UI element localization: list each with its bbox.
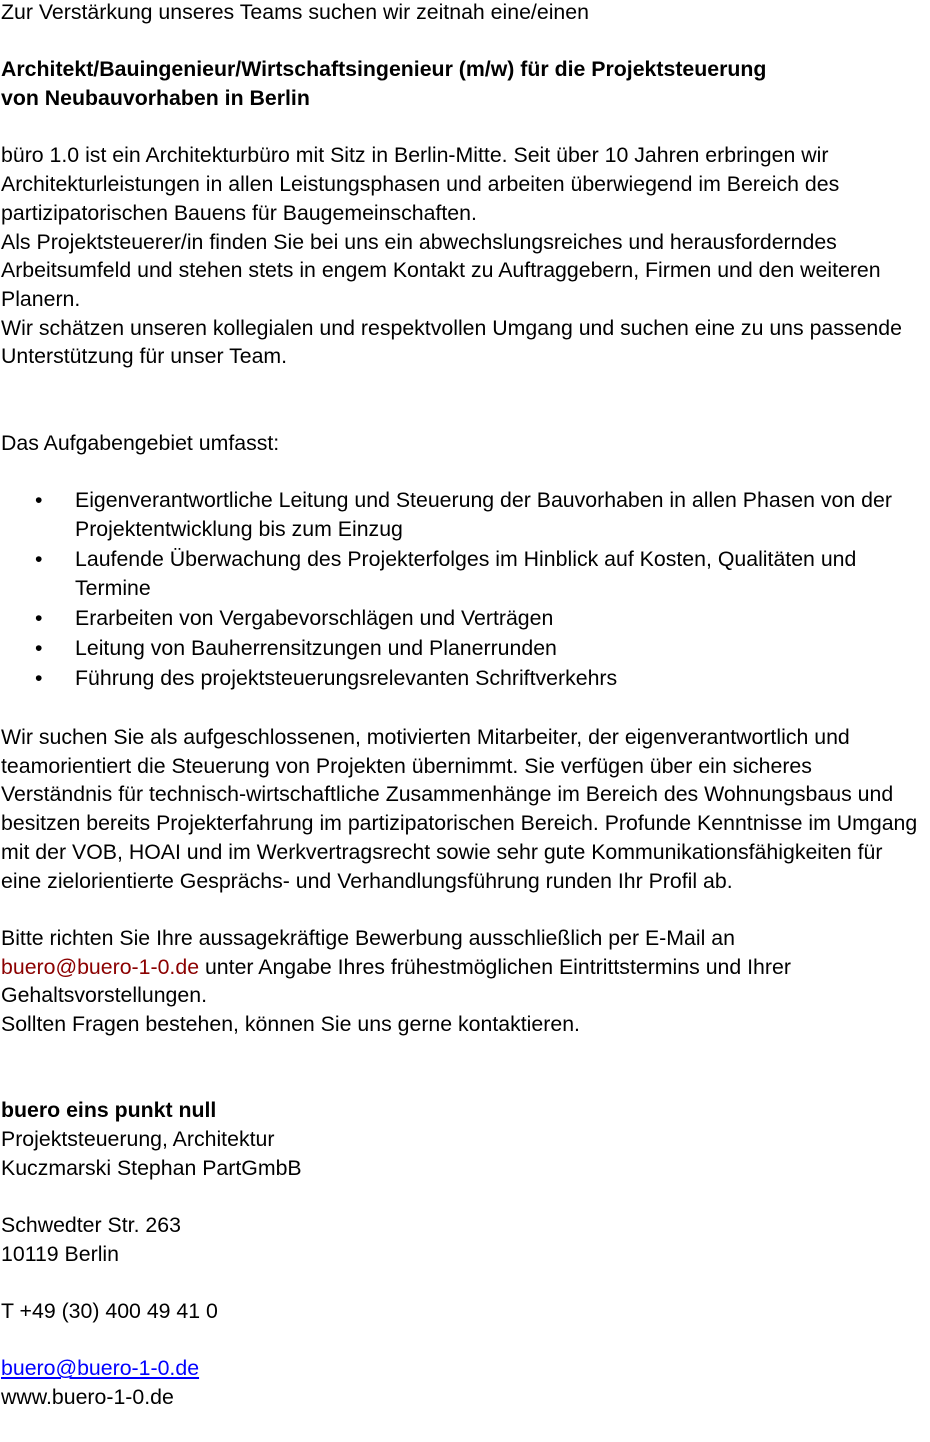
spacer	[1, 1039, 928, 1096]
bullet-icon: •	[35, 666, 43, 691]
list-item	[1, 604, 928, 633]
spacer	[1, 113, 928, 142]
address-street: Schwedter Str. 263	[1, 1212, 181, 1237]
spacer	[1, 371, 928, 428]
spacer	[1, 895, 928, 924]
about-paragraph-2: Als Projektsteuerer/in finden Sie bei uns ein abwechslungsreiches und herausforderndes Arbeitsumfeld und stehen stets in engem Kontakt zu Auftraggebern, Firmen und den weiteren Planern.	[1, 229, 881, 311]
tasks-list	[1, 486, 928, 693]
company-name: buero eins punkt null	[1, 1098, 217, 1123]
bullet-icon: •	[35, 487, 43, 512]
spacer	[1, 1326, 928, 1355]
spacer	[1, 1182, 928, 1211]
list-item	[1, 486, 928, 543]
spacer	[1, 1268, 928, 1297]
spacer	[1, 694, 928, 723]
spacer	[1, 27, 928, 56]
list-item	[1, 664, 928, 693]
application-paragraph	[1, 924, 928, 1010]
task-text: Erarbeiten von Vergabevorschlägen und Verträgen	[75, 605, 554, 630]
application-email-link[interactable]: buero@buero-1-0.de	[1, 954, 200, 979]
phone-number: T +49 (30) 400 49 41 0	[1, 1299, 218, 1323]
bullet-icon: •	[35, 635, 43, 660]
questions-text: Sollten Fragen bestehen, können Sie uns gerne kontaktieren.	[1, 1012, 580, 1037]
website-link[interactable]: www.buero-1-0.de	[1, 1385, 174, 1410]
spacer	[1, 457, 928, 486]
list-item	[1, 545, 928, 602]
list-item	[1, 634, 928, 663]
job-posting	[1, 0, 928, 1412]
company-subtitle: Projektsteuerung, Architektur	[1, 1126, 275, 1151]
tasks-heading: Das Aufgabengebiet umfasst:	[1, 430, 280, 455]
task-text: Führung des projektsteuerungsrelevanten Schriftverkehrs	[75, 666, 618, 691]
company-legal-name: Kuczmarski Stephan PartGmbB	[1, 1155, 302, 1180]
job-title	[1, 55, 928, 112]
task-text: Leitung von Bauherrensitzungen und Planerrunden	[75, 635, 557, 660]
job-title-line-2: von Neubauvorhaben in Berlin	[1, 86, 310, 111]
address-city: 10119 Berlin	[1, 1241, 120, 1266]
task-text: Laufende Überwachung des Projekterfolges im Hinblick auf Kosten, Qualitäten und Termine	[75, 546, 857, 600]
intro-text: Zur Verstärkung unseres Teams suchen wir zeitnah eine/einen	[1, 0, 589, 24]
about-paragraph-1: büro 1.0 ist ein Architekturbüro mit Sitz in Berlin-Mitte. Seit über 10 Jahren erbringen wir Architekturleistungen in allen Leistungsphasen und arbeiten überwiegend im Bereich des partizipatorischen Bauens für Baugemeinschaften.	[1, 143, 840, 225]
task-text: Eigenverantwortliche Leitung und Steuerung der Bauvorhaben in allen Phasen von der Projektentwicklung bis zum Einzug	[75, 487, 892, 541]
profile-paragraph: Wir suchen Sie als aufgeschlossenen, motivierten Mitarbeiter, der eigenverantwortlich und teamorientiert die Steuerung von Projekten übernimmt. Sie verfügen über ein sicheres Verständnis für technisch-wirtschaftliche Zusammenhänge im Bereich des Wohnungsbaus und besitzen bereits Projekterfahrung im partizipatorischen Bereich. Profunde Kenntnisse im Umgang mit der VOB, HOAI und im Werkvertragsrecht sowie sehr gute Kommunikationsfähigkeiten für eine zielorientierte Gesprächs- und Verhandlungsführung runden Ihr Profil ab.	[1, 725, 918, 893]
about-paragraph-3: Wir schätzen unseren kollegialen und respektvollen Umgang und suchen eine zu uns passende Unterstützung für unser Team.	[1, 315, 902, 369]
application-line-1: Bitte richten Sie Ihre aussagekräftige Bewerbung ausschließlich per E-Mail an	[1, 925, 735, 950]
job-title-line-1: Architekt/Bauingenieur/Wirtschaftsingenieur (m/w) für die Projektsteuerung	[1, 57, 767, 82]
bullet-icon: •	[35, 605, 43, 630]
contact-email-link[interactable]: buero@buero-1-0.de	[1, 1356, 200, 1381]
bullet-icon: •	[35, 546, 43, 571]
application-rest: unter Angabe Ihres frühestmöglichen Eintrittstermins und Ihrer Gehaltsvorstellungen.	[1, 954, 791, 1008]
